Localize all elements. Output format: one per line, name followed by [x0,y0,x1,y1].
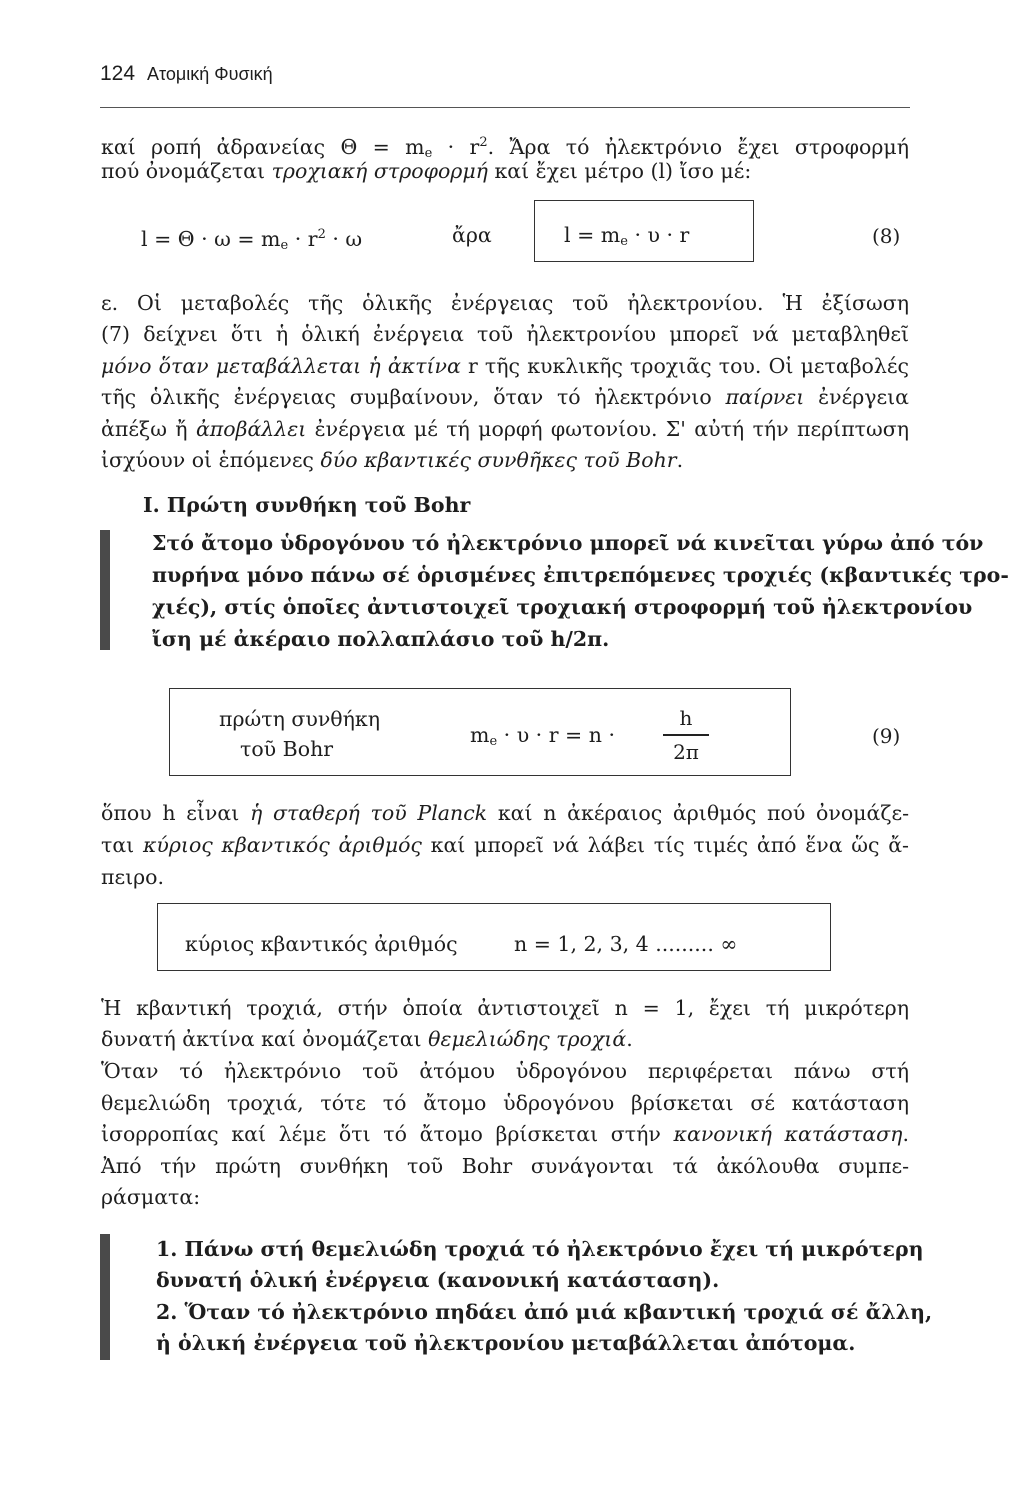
text-line: ἰσχύουν οἱ ἑπόμενες δύο κβαντικές συνθῆκες τοῦ Bohr. [101,448,684,472]
fraction-denominator: 2π [673,740,699,764]
text-line: ἀπέξω ἤ ἀποβάλλει ἐνέργεια μέ τή μορφή φωτονίου. Σ' αὐτή τήν περίπτωση [101,417,909,441]
text-line: ται κύριος κβαντικός ἀριθμός καί μπορεῖ νά λάβει τίς τιμές ἀπό ἕνα ὥς ἄ- [101,833,909,857]
box-label: πρώτη συνθήκη [219,707,381,731]
equation-8: $l = m_e \cdot \upsilon \cdot r$ [564,223,690,249]
box-label: κύριος κβαντικός ἀριθμός [185,932,458,956]
page-header [100,62,273,86]
text-line: Ὅταν τό ἠλεκτρόνιο τοῦ ἀτόμου ὑδρογόνου περιφέρεται πάνω στή [101,1059,909,1083]
header-rule [100,107,910,108]
text-line: τῆς ὁλικῆς ἐνέργειας συμβαίνουν, ὅταν τό ἠλεκτρόνιο παίρνει ἐνέργεια [101,385,910,409]
text-line: πυρήνα μόνο πάνω σέ ὁρισμένες ἐπιτρεπόμενες τροχιές (κβαντικές τρο- [152,563,1009,587]
text-line: 1. Πάνω στή θεμελιώδη τροχιά τό ἠλεκτρόνιο ἔχει τή μικρότερη [156,1237,924,1261]
margin-bar [100,530,110,650]
equation-number: (8) [872,224,901,248]
text-line: χιές), στίς ὁποῖες ἀντιστοιχεῖ τροχιακή στροφορμή τοῦ ἠλεκτρονίου [152,595,973,619]
text-line: ἴση μέ ἀκέραιο πολλαπλάσιο τοῦ h/2π. [152,627,610,651]
equation-9: $m_e \cdot \upsilon \cdot r = n$ · [470,723,615,749]
fraction-bar [663,734,709,736]
equation-lhs: $l = \Theta \cdot \omega = m_e \cdot r^2 \cdot \omega$ [141,227,363,253]
text-line: καί ροπή ἀδρανείας $\Theta = m_e \cdot r^2$. Ἄρα τό ἠλεκτρόνιο ἔχει στροφορμή [101,135,910,161]
page-number: 124 [100,62,136,85]
text-line: ράσματα: [101,1185,201,1209]
text-line: ε. Οἱ μεταβολές τῆς ὁλικῆς ἐνέργειας τοῦ ἠλεκτρονίου. Ἡ ἐξίσωση [101,291,909,315]
text-line: δυνατή ὁλική ἐνέργεια (κανονική κατάσταση). [156,1268,720,1292]
text-line: δυνατή ἀκτίνα καί ὀνομάζεται θεμελιώδης τροχιά. [101,1027,633,1051]
margin-bar [100,1234,110,1360]
text-line: ἰσορροπίας καί λέμε ὅτι τό ἄτομο βρίσκεται στήν κανονική κατάσταση. [101,1122,909,1146]
equation-number: (9) [872,724,901,748]
text-line: πειρο. [101,865,165,889]
text-line: ἡ ὁλική ἐνέργεια τοῦ ἠλεκτρονίου μεταβάλλεται ἀπότομα. [156,1331,856,1355]
running-title: Ατομική Φυσική [147,64,273,84]
text-line: (7) δείχνει ὅτι ἡ ὁλική ἐνέργεια τοῦ ἠλεκτρονίου μπορεῖ νά μεταβληθεῖ [101,322,909,346]
section-heading: I. Πρώτη συνθήκη τοῦ Bohr [143,493,471,517]
text-line: Ἡ κβαντική τροχιά, στήν ὁποία ἀντιστοιχεῖ n = 1, ἔχει τή μικρότερη [101,996,909,1020]
fraction-numerator: h [679,706,693,730]
text-line: ὅπου h εἶναι ἡ σταθερή τοῦ Planck καί n ἀκέραιος ἀριθμός πού ὀνομάζε- [101,801,910,825]
text-line: Ἀπό τήν πρώτη συνθήκη τοῦ Bohr συνάγονται τά ἀκόλουθα συμπε- [101,1154,909,1178]
text-line: Στό ἄτομο ὑδρογόνου τό ἠλεκτρόνιο μπορεῖ νά κινεῖται γύρω ἀπό τόν [152,531,984,555]
text-line: 2. Ὅταν τό ἠλεκτρόνιο πηδάει ἀπό μιά κβαντική τροχιά σέ ἄλλη, [156,1300,933,1324]
quantum-values: n = 1, 2, 3, 4 ......... ∞ [514,932,738,956]
text-line: μόνο ὅταν μεταβάλλεται ἡ ἀκτίνα r τῆς κυκλικῆς τροχιᾶς του. Οἱ μεταβολές [101,354,909,378]
text-line: πού ὀνομάζεται τροχιακή στροφορμή καί ἔχει μέτρο (l) ἴσο μέ: [101,159,752,183]
ara-word: ἄρα [452,223,492,247]
text-line: θεμελιώδη τροχιά, τότε τό ἄτομο ὑδρογόνου βρίσκεται σέ κατάσταση [101,1091,909,1115]
box-label: τοῦ Bohr [240,737,334,761]
